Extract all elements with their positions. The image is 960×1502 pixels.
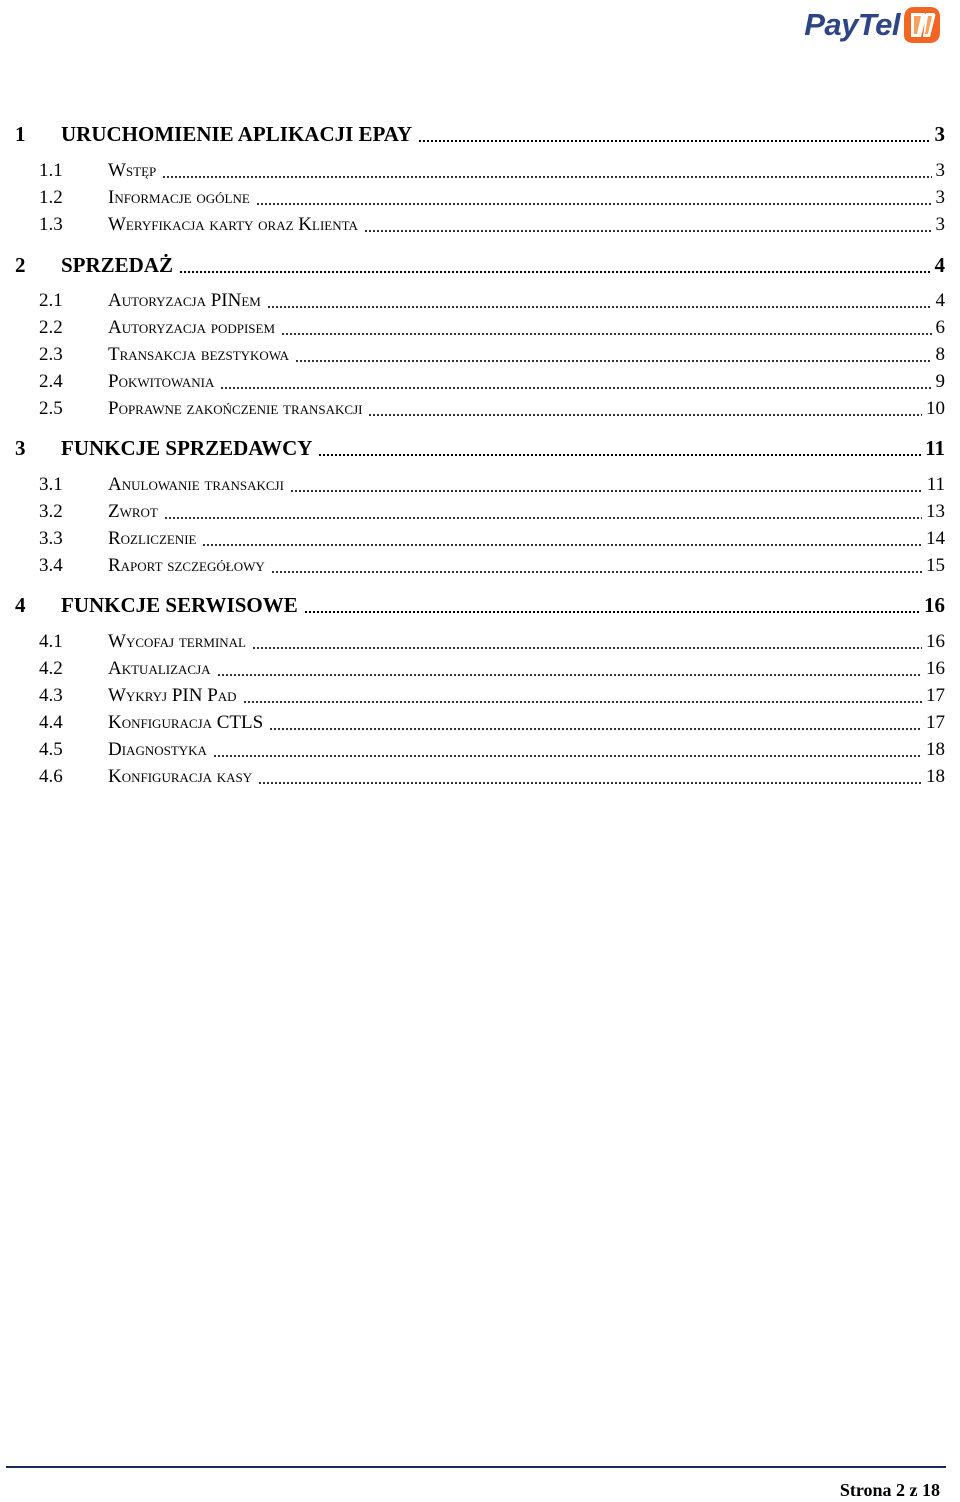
toc-dot-leader <box>258 782 922 784</box>
toc-entry-number: 4.4 <box>39 712 63 733</box>
toc-entry-page: 17 <box>926 712 945 733</box>
toc-dot-leader <box>256 203 932 205</box>
toc-entry-page: 11 <box>926 474 945 495</box>
footer-divider <box>6 1466 946 1468</box>
toc-entry-title: Konfiguracja kasy <box>108 766 253 787</box>
toc-entry-number: 4.2 <box>39 658 63 679</box>
toc-entry-title: SPRZEDAŻ <box>61 253 174 277</box>
toc-entry-title: Rozliczenie <box>108 528 197 549</box>
toc-entry-page: 15 <box>926 555 945 576</box>
toc-entry-page: 17 <box>926 685 945 706</box>
toc-dot-leader <box>220 387 932 389</box>
toc-entry-page: 3 <box>935 187 945 208</box>
toc-entry-number: 1.3 <box>39 214 63 235</box>
toc-entry[interactable] <box>0 398 960 422</box>
toc-dot-leader <box>318 454 921 456</box>
toc-entry-number: 4.5 <box>39 739 63 760</box>
toc-entry[interactable] <box>0 436 960 460</box>
toc-entry-number: 4.6 <box>39 766 63 787</box>
toc-entry-number: 2 <box>15 253 26 277</box>
toc-entry-number: 1 <box>15 122 26 146</box>
toc-entry-page: 18 <box>926 739 945 760</box>
toc-entry-title: FUNKCJE SERWISOWE <box>61 593 298 617</box>
toc-entry-title: URUCHOMIENIE APLIKACJI EPAY <box>61 122 413 146</box>
toc-dot-leader <box>368 414 922 416</box>
toc-entry-page: 4 <box>934 253 945 277</box>
logo-text: PayTel <box>804 7 900 42</box>
toc-entry-page: 3 <box>934 122 945 146</box>
toc-entry-title: Autoryzacja podpisem <box>108 317 276 338</box>
toc-entry-number: 3.1 <box>39 474 63 495</box>
toc-dot-leader <box>213 755 922 757</box>
toc-dot-leader <box>304 611 920 613</box>
toc-entry[interactable] <box>0 187 960 211</box>
toc-entry[interactable] <box>0 344 960 368</box>
toc-entry-number: 2.4 <box>39 371 63 392</box>
toc-dot-leader <box>179 271 931 273</box>
toc-entry-page: 9 <box>935 371 945 392</box>
toc-entry-title: Informacje ogólne <box>108 187 250 208</box>
toc-entry-number: 3.3 <box>39 528 63 549</box>
toc-entry-number: 2.2 <box>39 317 63 338</box>
toc-entry-number: 2.3 <box>39 344 63 365</box>
toc-entry[interactable] <box>0 290 960 314</box>
toc-dot-leader <box>295 360 932 362</box>
toc-dot-leader <box>364 230 932 232</box>
toc-entry-page: 16 <box>926 631 945 652</box>
toc-dot-leader <box>252 647 922 649</box>
toc-entry-page: 18 <box>926 766 945 787</box>
toc-entry-title: Wstęp <box>108 160 157 181</box>
toc-entry-page: 3 <box>935 214 945 235</box>
toc-dot-leader <box>243 701 922 703</box>
toc-dot-leader <box>281 333 932 335</box>
toc-entry-title: Transakcja bezstykowa <box>108 344 290 365</box>
toc-dot-leader <box>162 176 932 178</box>
toc-entry-number: 3.2 <box>39 501 63 522</box>
toc-entry-number: 1.2 <box>39 187 63 208</box>
paytel-logo <box>804 2 942 48</box>
toc-entry-title: Weryfikacja karty oraz Klienta <box>108 214 358 235</box>
toc-entry[interactable] <box>0 253 960 277</box>
toc-dot-leader <box>217 674 922 676</box>
toc-entry-number: 4 <box>15 593 26 617</box>
toc-entry-title: Anulowanie transakcji <box>108 474 284 495</box>
toc-entry-number: 4.1 <box>39 631 63 652</box>
toc-dot-leader <box>164 517 922 519</box>
toc-entry[interactable] <box>0 214 960 238</box>
toc-entry-title: Aktualizacja <box>108 658 211 679</box>
toc-entry[interactable] <box>0 528 960 552</box>
toc-entry-title: FUNKCJE SPRZEDAWCY <box>61 436 313 460</box>
toc-entry-page: 6 <box>935 317 945 338</box>
toc-dot-leader <box>267 306 932 308</box>
toc-entry[interactable] <box>0 631 960 655</box>
page-number: Strona 2 z 18 <box>839 1480 940 1500</box>
toc-entry-title: Autoryzacja PINem <box>108 290 261 311</box>
toc-entry-number: 3 <box>15 436 26 460</box>
toc-entry-title: Poprawne zakończenie transakcji <box>108 398 363 419</box>
toc-entry-page: 16 <box>924 593 945 617</box>
paytel-mark-icon <box>902 5 942 45</box>
toc-entry-number: 2.5 <box>39 398 63 419</box>
toc-entry-number: 3.4 <box>39 555 63 576</box>
toc-entry-number: 2.1 <box>39 290 63 311</box>
toc-entry-title: Diagnostyka <box>108 739 207 760</box>
toc-entry-title: Zwrot <box>108 501 158 522</box>
toc-dot-leader <box>271 571 922 573</box>
toc-entry-title: Raport szczegółowy <box>108 555 265 576</box>
toc-dot-leader <box>269 728 922 730</box>
toc-entry-title: Wycofaj terminal <box>108 631 247 652</box>
toc-entry[interactable] <box>0 501 960 525</box>
toc-entry-title: Konfiguracja CTLS <box>108 712 264 733</box>
toc-entry-page: 8 <box>935 344 945 365</box>
toc-entry[interactable] <box>0 766 960 790</box>
toc-entry-page: 16 <box>926 658 945 679</box>
toc-entry-page: 11 <box>925 436 945 460</box>
toc-entry-number: 4.3 <box>39 685 63 706</box>
toc-entry[interactable] <box>0 371 960 395</box>
toc-dot-leader <box>418 140 931 142</box>
toc-entry[interactable] <box>0 685 960 709</box>
toc-entry-page: 4 <box>935 290 945 311</box>
toc-entry-title: Pokwitowania <box>108 371 215 392</box>
toc-dot-leader <box>202 544 922 546</box>
toc-entry[interactable] <box>0 739 960 763</box>
toc-entry-page: 14 <box>926 528 945 549</box>
toc-entry-title: Wykryj PIN Pad <box>108 685 237 706</box>
toc-entry[interactable] <box>0 160 960 184</box>
toc-dot-leader <box>290 490 923 492</box>
toc-entry[interactable] <box>0 593 960 617</box>
toc-entry-page: 3 <box>935 160 945 181</box>
toc-entry[interactable] <box>0 712 960 736</box>
toc-entry[interactable] <box>0 122 960 146</box>
toc-entry-number: 1.1 <box>39 160 63 181</box>
toc-entry[interactable] <box>0 555 960 579</box>
toc-entry[interactable] <box>0 317 960 341</box>
toc-entry[interactable] <box>0 474 960 498</box>
toc-entry-page: 13 <box>926 501 945 522</box>
toc-entry-page: 10 <box>926 398 945 419</box>
toc-entry[interactable] <box>0 658 960 682</box>
